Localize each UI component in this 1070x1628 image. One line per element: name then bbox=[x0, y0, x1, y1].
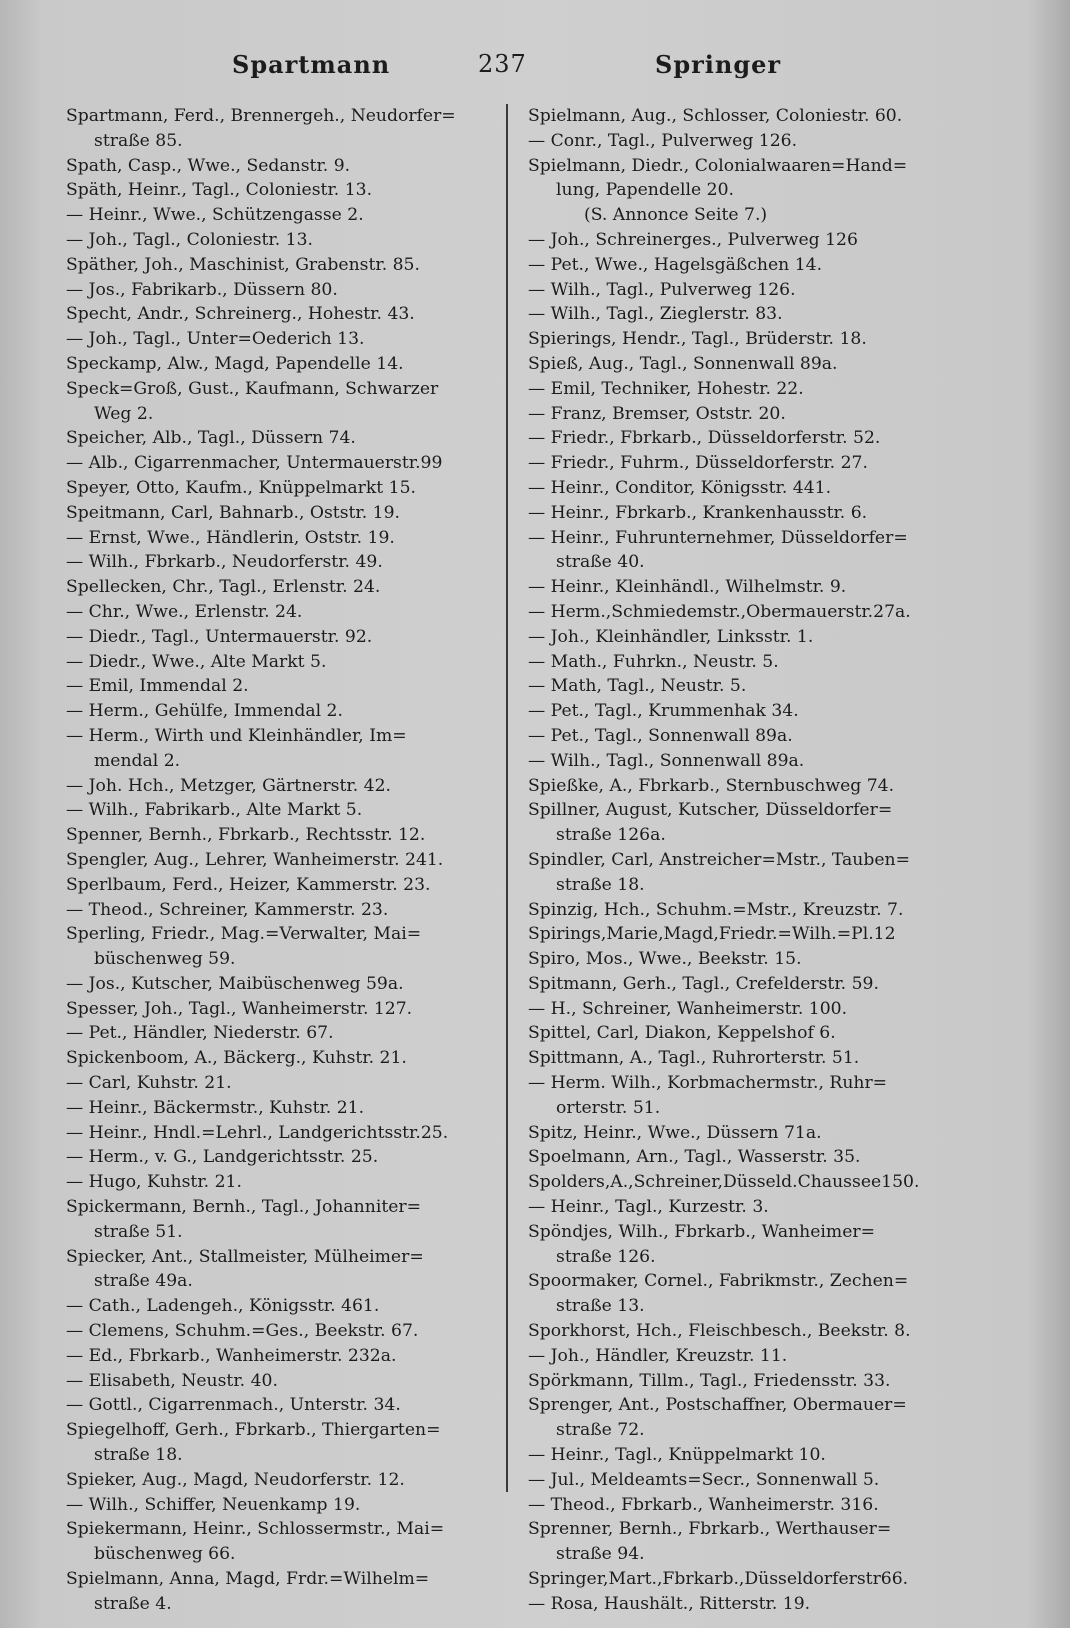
directory-entry-line: — Clemens, Schuhm.=Ges., Beekstr. 67. bbox=[66, 1321, 419, 1342]
directory-entry-line: Spieker, Aug., Magd, Neudorferstr. 12. bbox=[66, 1469, 405, 1490]
directory-entry-line: — Heinr., Hndl.=Lehrl., Landgerichtsstr.25. bbox=[66, 1122, 449, 1143]
directory-entry-line: — Heinr., Kleinhändl., Wilhelmstr. 9. bbox=[528, 577, 847, 598]
directory-entry-line: Spiro, Mos., Wwe., Beekstr. 15. bbox=[528, 949, 802, 970]
directory-entry-line: — Heinr., Tagl., Kurzestr. 3. bbox=[528, 1197, 769, 1218]
directory-entry-line: — Theod., Fbrkarb., Wanheimerstr. 316. bbox=[528, 1494, 879, 1515]
directory-entry-line: — Wilh., Tagl., Zieglerstr. 83. bbox=[528, 304, 783, 325]
directory-entry-line: — Cath., Ladengeh., Königsstr. 461. bbox=[66, 1296, 380, 1317]
directory-entry-line: — Joh., Händler, Kreuzstr. 11. bbox=[528, 1345, 788, 1366]
directory-entry-line: Spiecker, Ant., Stallmeister, Mülheimer= bbox=[66, 1246, 424, 1267]
directory-entry-line: Speyer, Otto, Kaufm., Knüppelmarkt 15. bbox=[66, 477, 417, 498]
directory-entry-line: — Franz, Bremser, Oststr. 20. bbox=[528, 403, 786, 424]
directory-entry-line: — Wilh., Fbrkarb., Neudorferstr. 49. bbox=[66, 552, 383, 573]
directory-entry-line: Spittmann, A., Tagl., Ruhrorterstr. 51. bbox=[528, 1048, 860, 1069]
directory-entry-line: — Emil, Immendal 2. bbox=[66, 676, 249, 697]
directory-entry-line: Spiegelhoff, Gerh., Fbrkarb., Thiergarten= bbox=[66, 1420, 441, 1441]
directory-entry-line: Spirings,Marie,Magd,Friedr.=Wilh.=Pl.12 bbox=[528, 924, 896, 945]
directory-entry-line: — Hugo, Kuhstr. 21. bbox=[66, 1172, 242, 1193]
directory-entry-line: — Theod., Schreiner, Kammerstr. 23. bbox=[66, 899, 389, 920]
entry-continuation-line: straße 94. bbox=[556, 1544, 645, 1565]
directory-entry-line: Spielmann, Anna, Magd, Frdr.=Wilhelm= bbox=[66, 1569, 430, 1590]
directory-entry-line: Spieß, Aug., Tagl., Sonnenwall 89a. bbox=[528, 353, 838, 374]
entry-continuation-line: büschenweg 59. bbox=[94, 949, 236, 970]
column-divider bbox=[506, 104, 508, 1492]
entry-continuation-line: lung, Papendelle 20. bbox=[556, 180, 734, 201]
directory-entry-line: Spitz, Heinr., Wwe., Düssern 71a. bbox=[528, 1122, 822, 1143]
directory-entry-line: — Joh. Hch., Metzger, Gärtnerstr. 42. bbox=[66, 775, 391, 796]
entry-continuation-line: straße 18. bbox=[94, 1445, 183, 1466]
directory-entry-line: Spörkmann, Tillm., Tagl., Friedensstr. 33. bbox=[528, 1370, 891, 1391]
page-number: 237 bbox=[478, 50, 527, 78]
entry-continuation-line: straße 85. bbox=[94, 130, 183, 151]
page-header bbox=[0, 50, 1070, 90]
directory-entry-line: Spartmann, Ferd., Brennergeh., Neudorfer= bbox=[66, 106, 456, 126]
directory-entry-line: — Herm., Wirth und Kleinhändler, Im= bbox=[66, 725, 407, 746]
directory-entry-line: Spießke, A., Fbrkarb., Sternbuschweg 74. bbox=[528, 775, 895, 796]
entry-continuation-line: mendal 2. bbox=[94, 750, 181, 771]
directory-entry-line: Speitmann, Carl, Bahnarb., Oststr. 19. bbox=[66, 502, 401, 523]
directory-entry-line: Spesser, Joh., Tagl., Wanheimerstr. 127. bbox=[66, 998, 413, 1019]
directory-entry-line: Spiekermann, Heinr., Schlossermstr., Mai= bbox=[66, 1519, 445, 1540]
directory-entry-line: Speicher, Alb., Tagl., Düssern 74. bbox=[66, 428, 356, 449]
entry-continuation-line: straße 126a. bbox=[556, 825, 666, 846]
directory-entry-line: — Elisabeth, Neustr. 40. bbox=[66, 1370, 278, 1391]
directory-entry-line: Spielmann, Aug., Schlosser, Coloniestr. 60. bbox=[528, 106, 903, 126]
entry-continuation-line: straße 18. bbox=[556, 874, 645, 895]
directory-entry-line: — Emil, Techniker, Hohestr. 22. bbox=[528, 378, 804, 399]
directory-entry-line: — Jos., Fabrikarb., Düssern 80. bbox=[66, 279, 338, 300]
directory-entry-line: Spoormaker, Cornel., Fabrikmstr., Zechen= bbox=[528, 1271, 909, 1292]
directory-entry-line: Spengler, Aug., Lehrer, Wanheimerstr. 241. bbox=[66, 849, 444, 870]
header-first-entry: Spartmann bbox=[232, 50, 391, 79]
directory-entry-line: Spath, Casp., Wwe., Sedanstr. 9. bbox=[66, 155, 351, 176]
directory-entry-line: — Joh., Schreinerges., Pulverweg 126 bbox=[528, 229, 858, 250]
directory-entry-line: — Pet., Tagl., Sonnenwall 89a. bbox=[528, 725, 793, 746]
entry-continuation-line: straße 51. bbox=[94, 1221, 183, 1242]
directory-entry-line: Specht, Andr., Schreinerg., Hohestr. 43. bbox=[66, 304, 415, 325]
directory-entry-line: Spierings, Hendr., Tagl., Brüderstr. 18. bbox=[528, 329, 867, 350]
directory-entry-line: — Herm. Wilh., Korbmachermstr., Ruhr= bbox=[528, 1073, 888, 1094]
directory-entry-line: — Heinr., Fuhrunternehmer, Düsseldorfer= bbox=[528, 527, 908, 548]
entry-continuation-line: straße 40. bbox=[556, 552, 645, 573]
directory-entry-line: — Carl, Kuhstr. 21. bbox=[66, 1073, 232, 1094]
directory-entry-line: Speckamp, Alw., Magd, Papendelle 14. bbox=[66, 353, 404, 374]
directory-entry-line: Speck=Groß, Gust., Kaufmann, Schwarzer bbox=[66, 378, 439, 399]
directory-entry-line: — Wilh., Tagl., Sonnenwall 89a. bbox=[528, 750, 805, 771]
directory-entry-line: Spindler, Carl, Anstreicher=Mstr., Tauben= bbox=[528, 849, 911, 870]
entry-continuation-line: Weg 2. bbox=[94, 403, 154, 424]
directory-entry-line: — Pet., Wwe., Hagelsgäßchen 14. bbox=[528, 254, 823, 275]
directory-entry-line: — Pet., Tagl., Krummenhak 34. bbox=[528, 701, 799, 722]
entry-continuation-line: (S. Annonce Seite 7.) bbox=[584, 205, 768, 226]
directory-entry-line: Sporkhorst, Hch., Fleischbesch., Beekstr. 8. bbox=[528, 1321, 911, 1342]
directory-entry-line: Spielmann, Diedr., Colonialwaaren=Hand= bbox=[528, 155, 908, 176]
entry-continuation-line: straße 4. bbox=[94, 1593, 172, 1614]
directory-entry-line: — Rosa, Haushält., Ritterstr. 19. bbox=[528, 1593, 811, 1614]
directory-entry-line: — Ernst, Wwe., Händlerin, Oststr. 19. bbox=[66, 527, 395, 548]
entry-continuation-line: straße 49a. bbox=[94, 1271, 193, 1292]
directory-entry-line: — Pet., Händler, Niederstr. 67. bbox=[66, 1023, 334, 1044]
directory-entry-line: — Heinr., Fbrkarb., Krankenhausstr. 6. bbox=[528, 502, 868, 523]
directory-entry-line: — Joh., Tagl., Coloniestr. 13. bbox=[66, 229, 314, 250]
directory-entry-line: Spinzig, Hch., Schuhm.=Mstr., Kreuzstr. 7. bbox=[528, 899, 904, 920]
directory-entry-line: Späther, Joh., Maschinist, Grabenstr. 85. bbox=[66, 254, 420, 275]
entry-continuation-line: straße 126. bbox=[556, 1246, 656, 1267]
directory-entry-line: Spickenboom, A., Bäckerg., Kuhstr. 21. bbox=[66, 1048, 407, 1069]
directory-entry-line: — Chr., Wwe., Erlenstr. 24. bbox=[66, 601, 303, 622]
entry-continuation-line: straße 72. bbox=[556, 1420, 645, 1441]
directory-entry-line: — Herm., Gehülfe, Immendal 2. bbox=[66, 701, 343, 722]
directory-entry-line: Spoelmann, Arn., Tagl., Wasserstr. 35. bbox=[528, 1147, 861, 1168]
directory-entry-line: Spickermann, Bernh., Tagl., Johanniter= bbox=[66, 1197, 422, 1218]
directory-entry-line: — Joh., Tagl., Unter=Oederich 13. bbox=[66, 329, 365, 350]
directory-entry-line: — H., Schreiner, Wanheimerstr. 100. bbox=[528, 998, 848, 1019]
directory-entry-line: Sprenner, Bernh., Fbrkarb., Werthauser= bbox=[528, 1519, 892, 1540]
directory-entry-line: — Heinr., Wwe., Schützengasse 2. bbox=[66, 205, 364, 226]
directory-entry-line: — Herm., v. G., Landgerichtsstr. 25. bbox=[66, 1147, 379, 1168]
directory-entry-line: Springer,Mart.,Fbrkarb.,Düsseldorferstr66. bbox=[528, 1569, 909, 1590]
directory-entry-line: — Jul., Meldeamts=Secr., Sonnenwall 5. bbox=[528, 1469, 880, 1490]
entry-continuation-line: orterstr. 51. bbox=[556, 1097, 661, 1118]
directory-entry-line: — Friedr., Fuhrm., Düsseldorferstr. 27. bbox=[528, 453, 868, 474]
directory-entry-line: Sperling, Friedr., Mag.=Verwalter, Mai= bbox=[66, 924, 422, 945]
directory-entry-line: — Conr., Tagl., Pulverweg 126. bbox=[528, 130, 798, 151]
directory-entry-line: — Heinr., Bäckermstr., Kuhstr. 21. bbox=[66, 1097, 365, 1118]
directory-entry-line: — Math., Fuhrkn., Neustr. 5. bbox=[528, 651, 779, 672]
directory-entry-line: — Wilh., Fabrikarb., Alte Markt 5. bbox=[66, 800, 363, 821]
directory-entry-line: — Diedr., Tagl., Untermauerstr. 92. bbox=[66, 626, 373, 647]
directory-entry-line: Sperlbaum, Ferd., Heizer, Kammerstr. 23. bbox=[66, 874, 431, 895]
directory-entry-line: — Gottl., Cigarrenmach., Unterstr. 34. bbox=[66, 1395, 401, 1416]
right-column bbox=[528, 104, 968, 1617]
directory-entry-line: — Heinr., Tagl., Knüppelmarkt 10. bbox=[528, 1445, 826, 1466]
directory-entry-line: — Herm.,Schmiedemstr.,Obermauerstr.27a. bbox=[528, 601, 911, 622]
directory-entry-line: — Heinr., Conditor, Königsstr. 441. bbox=[528, 477, 832, 498]
directory-entry-line: Spöndjes, Wilh., Fbrkarb., Wanheimer= bbox=[528, 1221, 875, 1242]
header-last-entry: Springer bbox=[655, 50, 782, 79]
directory-entry-line: — Ed., Fbrkarb., Wanheimerstr. 232a. bbox=[66, 1345, 397, 1366]
directory-entry-line: Sprenger, Ant., Postschaffner, Obermauer= bbox=[528, 1395, 907, 1416]
directory-entry-line: — Friedr., Fbrkarb., Düsseldorferstr. 52. bbox=[528, 428, 881, 449]
directory-entry-line: — Math, Tagl., Neustr. 5. bbox=[528, 676, 747, 697]
directory-entry-line: Spitmann, Gerh., Tagl., Crefelderstr. 59. bbox=[528, 973, 879, 994]
directory-entry-line: — Joh., Kleinhändler, Linksstr. 1. bbox=[528, 626, 814, 647]
directory-entry-line: — Wilh., Schiffer, Neuenkamp 19. bbox=[66, 1494, 361, 1515]
directory-entry-line: — Alb., Cigarrenmacher, Untermauerstr.99 bbox=[66, 453, 443, 474]
directory-entry-line: — Diedr., Wwe., Alte Markt 5. bbox=[66, 651, 327, 672]
entry-continuation-line: straße 13. bbox=[556, 1296, 645, 1317]
directory-entry-line: Spolders,A.,Schreiner,Düsseld.Chaussee150. bbox=[528, 1172, 920, 1193]
directory-entry-line: Späth, Heinr., Tagl., Coloniestr. 13. bbox=[66, 180, 373, 201]
entry-continuation-line: büschenweg 66. bbox=[94, 1544, 236, 1565]
left-column bbox=[66, 104, 502, 1617]
directory-entry-line: Spenner, Bernh., Fbrkarb., Rechtsstr. 12. bbox=[66, 825, 426, 846]
directory-entry-line: — Wilh., Tagl., Pulverweg 126. bbox=[528, 279, 796, 300]
directory-entry-line: Spellecken, Chr., Tagl., Erlenstr. 24. bbox=[66, 577, 381, 598]
directory-entry-line: Spittel, Carl, Diakon, Keppelshof 6. bbox=[528, 1023, 836, 1044]
directory-entry-line: Spillner, August, Kutscher, Düsseldorfer= bbox=[528, 800, 893, 821]
directory-entry-line: — Jos., Kutscher, Maibüschenweg 59a. bbox=[66, 973, 404, 994]
